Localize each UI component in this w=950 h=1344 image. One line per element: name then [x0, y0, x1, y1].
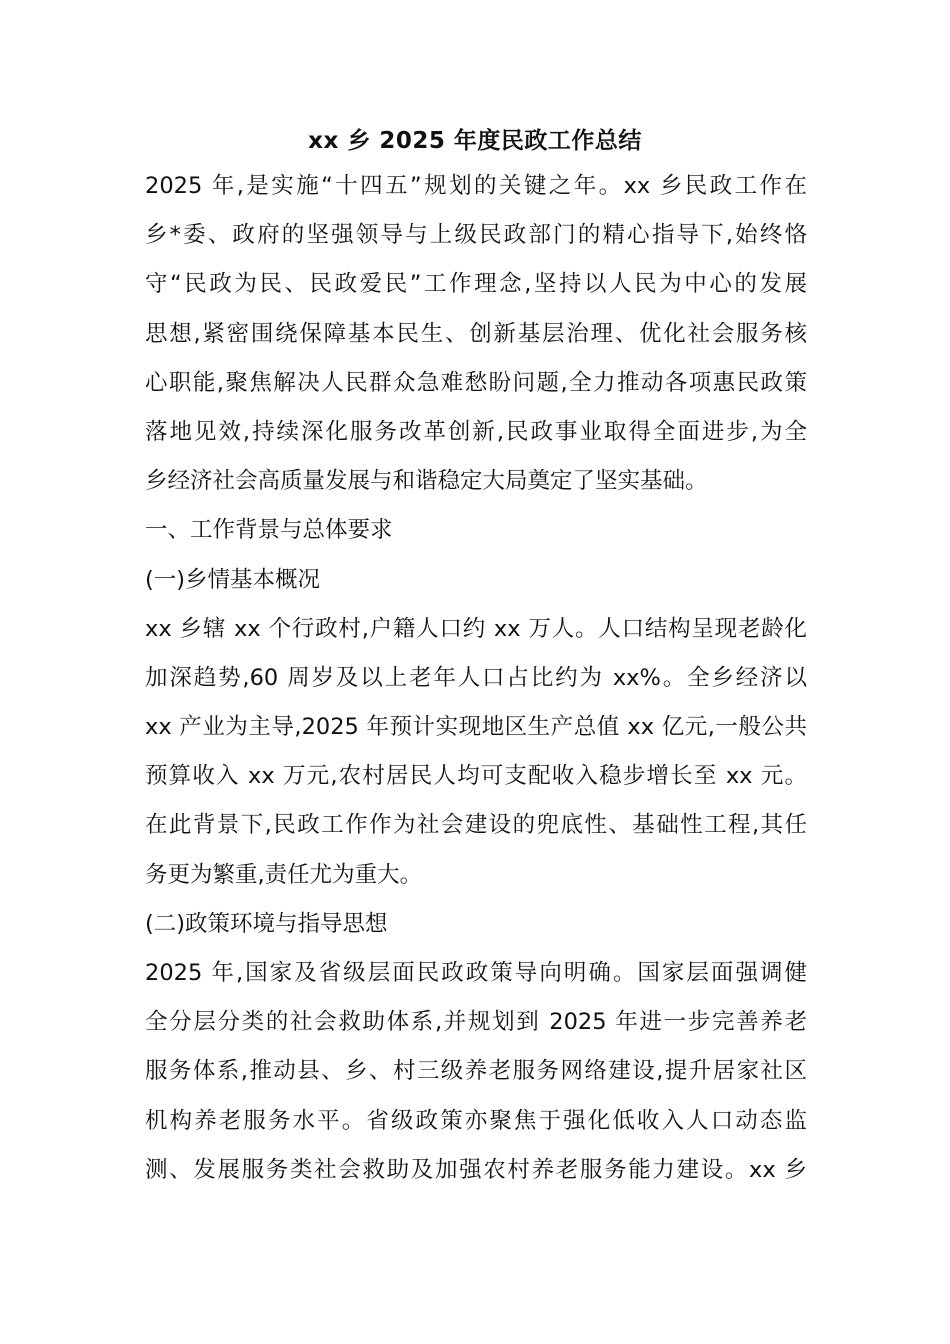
body-line: 服务体系,推动县、乡、村三级养老服务网络建设,提升居家社区: [145, 1058, 807, 1085]
body-line: 守“民政为民、民政爱民”工作理念,坚持以人民为中心的发展: [145, 271, 807, 298]
body-line: xx 乡辖 xx 个行政村,户籍人口约 xx 万人。人口结构呈现老龄化: [145, 615, 807, 642]
body-line: 加深趋势,60 周岁及以上老年人口占比约为 xx%。全乡经济以: [145, 664, 807, 691]
section-heading: 一、工作背景与总体要求: [145, 517, 393, 544]
document-body: [145, 162, 807, 1195]
body-line: 预算收入 xx 万元,农村居民人均可支配收入稳步增长至 xx 元。: [145, 763, 807, 790]
subsection-heading: (一)乡情基本概况: [145, 566, 321, 593]
body-line: 乡*委、政府的坚强领导与上级民政部门的精心指导下,始终恪: [145, 222, 807, 249]
body-line: 思想,紧密围绕保障基本民生、创新基层治理、优化社会服务核: [145, 320, 807, 347]
body-line: 乡经济社会高质量发展与和谐稳定大局奠定了坚实基础。: [145, 468, 708, 495]
subsection-heading: (二)政策环境与指导思想: [145, 910, 388, 937]
body-line: xx 产业为主导,2025 年预计实现地区生产总值 xx 亿元,一般公共: [145, 714, 807, 741]
body-line: 2025 年,国家及省级层面民政政策导向明确。国家层面强调健: [145, 960, 807, 986]
body-line: 落地见效,持续深化服务改革创新,民政事业取得全面进步,为全: [145, 418, 807, 445]
body-line: 2025 年,是实施“十四五”规划的关键之年。xx 乡民政工作在: [145, 173, 807, 199]
body-line: 测、发展服务类社会救助及加强农村养老服务能力建设。xx 乡: [145, 1156, 807, 1183]
body-line: 务更为繁重,责任尤为重大。: [145, 861, 423, 888]
body-line: 机构养老服务水平。省级政策亦聚焦于强化低收入人口动态监: [145, 1107, 807, 1134]
body-line: 心职能,聚焦解决人民群众急难愁盼问题,全力推动各项惠民政策: [145, 369, 807, 396]
body-line: 在此背景下,民政工作作为社会建设的兜底性、基础性工程,其任: [145, 812, 807, 839]
body-line: 全分层分类的社会救助体系,并规划到 2025 年进一步完善养老: [145, 1009, 807, 1036]
document-title: xx 乡 2025 年度民政工作总结: [308, 128, 642, 154]
